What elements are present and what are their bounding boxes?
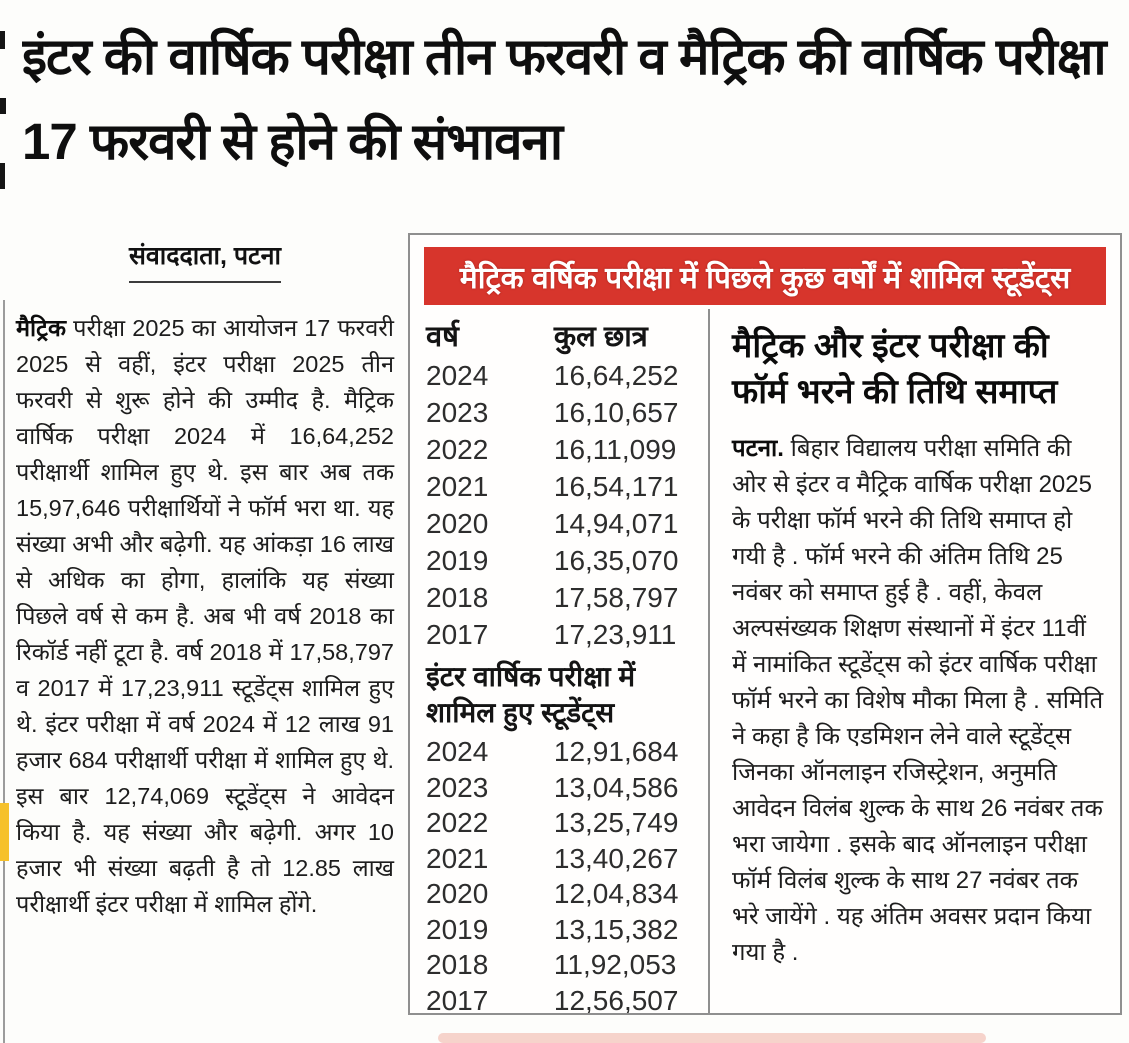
- year-cell: 2024: [426, 736, 489, 767]
- table-row: [426, 431, 704, 468]
- inter-table-heading: इंटर वार्षिक परीक्षा में शामिल हुए स्टूडेंट्स: [426, 661, 636, 728]
- total-cell: 17,23,911: [553, 619, 677, 650]
- matric-table-rows: [426, 357, 704, 653]
- year-cell: 2020: [426, 878, 489, 909]
- scan-edge-artifact: [0, 163, 5, 189]
- right-article-text: बिहार विद्यालय परीक्षा समिति की ओर से इंटर व मैट्रिक वार्षिक परीक्षा 2025 के परीक्षा फॉर्म भरने की तिथि समाप्त हो गयी है . फॉर्म भरने की अंतिम तिथि 25 नवंबर को समाप्त हुई है . वहीं, केवल अल्पसंख्यक शिक्षण संस्थानों में इंटर 11वीं में नामांकित स्टूडेंट्स को इंटर वार्षिक परीक्षा फॉर्म भरने का विशेष मौका मिला है . समिति ने कहा है कि एडमिशन लेने वाले स्टूडेंट्स जिनका ऑनलाइन रजिस्ट्रेशन, अनुमति आवेदन विलंब शुल्क के साथ 26 नवंबर तक भरा जायेगा . इसके बाद ऑनलाइन परीक्षा फॉर्म विलंब शुल्क के साथ 27 नवंबर तक भरे जायेंगे . यह अंतिम अवसर प्रदान किया गया है .: [732, 435, 1104, 966]
- total-cell: 14,94,071: [553, 508, 679, 539]
- year-cell: 2021: [426, 471, 489, 502]
- total-cell: 13,25,749: [553, 807, 679, 838]
- left-margin-rule: [3, 300, 5, 1043]
- year-cell: 2021: [426, 842, 489, 874]
- right-article-body: [732, 431, 1104, 971]
- year-cell: 2018: [426, 949, 489, 980]
- matric-table-header: [426, 317, 704, 357]
- table-row: [426, 579, 704, 616]
- total-cell: 13,40,267: [553, 842, 679, 874]
- right-article-lead-word: पटना.: [732, 435, 784, 462]
- year-cell: 2018: [426, 582, 489, 613]
- stats-column: [410, 309, 710, 1013]
- table-row: [426, 876, 704, 912]
- total-cell: 12,91,684: [553, 736, 679, 767]
- year-cell: 2023: [426, 397, 489, 428]
- byline-divider: [129, 281, 281, 283]
- table-row: [426, 983, 704, 1014]
- statistics-infobox: [408, 233, 1122, 1015]
- table-row: [426, 770, 704, 806]
- right-article-headline: मैट्रिक और इंटर परीक्षा की फॉर्म भरने की तिथि समाप्त: [732, 327, 1058, 411]
- total-cell: 16,64,252: [553, 360, 679, 391]
- table-row: [426, 357, 704, 394]
- table-row: [426, 616, 704, 653]
- year-cell: 2017: [426, 619, 489, 650]
- year-cell: 2022: [426, 434, 489, 465]
- table-row: [426, 505, 704, 542]
- total-cell: 13,04,586: [553, 771, 679, 803]
- total-cell: 12,56,507: [553, 984, 679, 1013]
- total-cell: 16,35,070: [553, 545, 679, 576]
- table-row: [426, 734, 704, 770]
- table-row: [426, 805, 704, 841]
- year-cell: 2022: [426, 807, 489, 838]
- left-article-text: परीक्षा 2025 का आयोजन 17 फरवरी 2025 से वहीं, इंटर परीक्षा 2025 तीन फरवरी से शुरू होने की उम्मीद है. मैट्रिक वार्षिक परीक्षा 2024 में 16,64,252 परीक्षार्थी शामिल हुए थे. इस बार अब तक 15,97,646 परीक्षार्थियों ने फॉर्म भरा था. यह संख्या अभी और बढ़ेगी. यह आंकड़ा 16 लाख से अधिक का होगा, हालांकि यह संख्या पिछले वर्ष से कम है. अब भी वर्ष 2018 का रिकॉर्ड नहीं टूटा है. वर्ष 2018 में 17,58,797 व 2017 में 17,23,911 स्टूडेंट्स शामिल हुए थे. इंटर परीक्षा में वर्ष 2024 में 12 लाख 91 हजार 684 परीक्षार्थी परीक्षा में शामिल हुए थे. इस बार 12,74,069 स्टूडेंट्स ने आवेदन किया है. यह संख्या और बढ़ेगी. अगर 10 हजार भी संख्या बढ़ती है तो 12.85 लाख परीक्षार्थी इंटर परीक्षा में शामिल होंगे.: [16, 315, 394, 917]
- scan-edge-artifact: [0, 98, 6, 114]
- total-cell: 17,58,797: [553, 582, 679, 613]
- infobox-banner: मैट्रिक वर्षिक परीक्षा में पिछले कुछ वर्षों में शामिल स्टूडेंट्स: [424, 247, 1106, 305]
- total-cell: 13,15,382: [553, 913, 679, 945]
- year-cell: 2019: [426, 913, 489, 945]
- total-cell: 16,54,171: [553, 471, 679, 502]
- inter-table-rows: [426, 734, 704, 1013]
- table-row: [426, 394, 704, 431]
- main-headline: इंटर की वार्षिक परीक्षा तीन फरवरी व मैट्रिक की वार्षिक परीक्षा 17 फरवरी से होने की संभावना: [22, 28, 1106, 170]
- year-cell: 2024: [426, 360, 489, 391]
- left-article-lead-word: मैट्रिक: [16, 315, 67, 341]
- total-column-header: कुल छात्र: [553, 321, 648, 353]
- scan-edge-artifact: [0, 31, 5, 49]
- year-column-header: वर्ष: [426, 321, 459, 353]
- table-row: [426, 841, 704, 877]
- year-cell: 2019: [426, 545, 489, 576]
- table-row: [426, 912, 704, 948]
- year-cell: 2017: [426, 984, 489, 1013]
- total-cell: 16,10,657: [553, 397, 679, 428]
- left-column: [16, 238, 394, 922]
- table-row: [426, 468, 704, 505]
- total-cell: 11,92,053: [553, 949, 677, 980]
- byline: संवाददाता, पटना: [128, 242, 282, 270]
- bottom-pink-strip: [438, 1033, 986, 1043]
- right-article-column: [710, 309, 1120, 1013]
- table-row: [426, 947, 704, 983]
- yellow-highlight-mark: [0, 803, 9, 861]
- table-row: [426, 542, 704, 579]
- infobox-columns: [410, 309, 1120, 1013]
- left-article-body: [16, 310, 394, 922]
- year-cell: 2023: [426, 771, 489, 803]
- total-cell: 12,04,834: [553, 878, 679, 909]
- total-cell: 16,11,099: [553, 434, 677, 465]
- year-cell: 2020: [426, 508, 489, 539]
